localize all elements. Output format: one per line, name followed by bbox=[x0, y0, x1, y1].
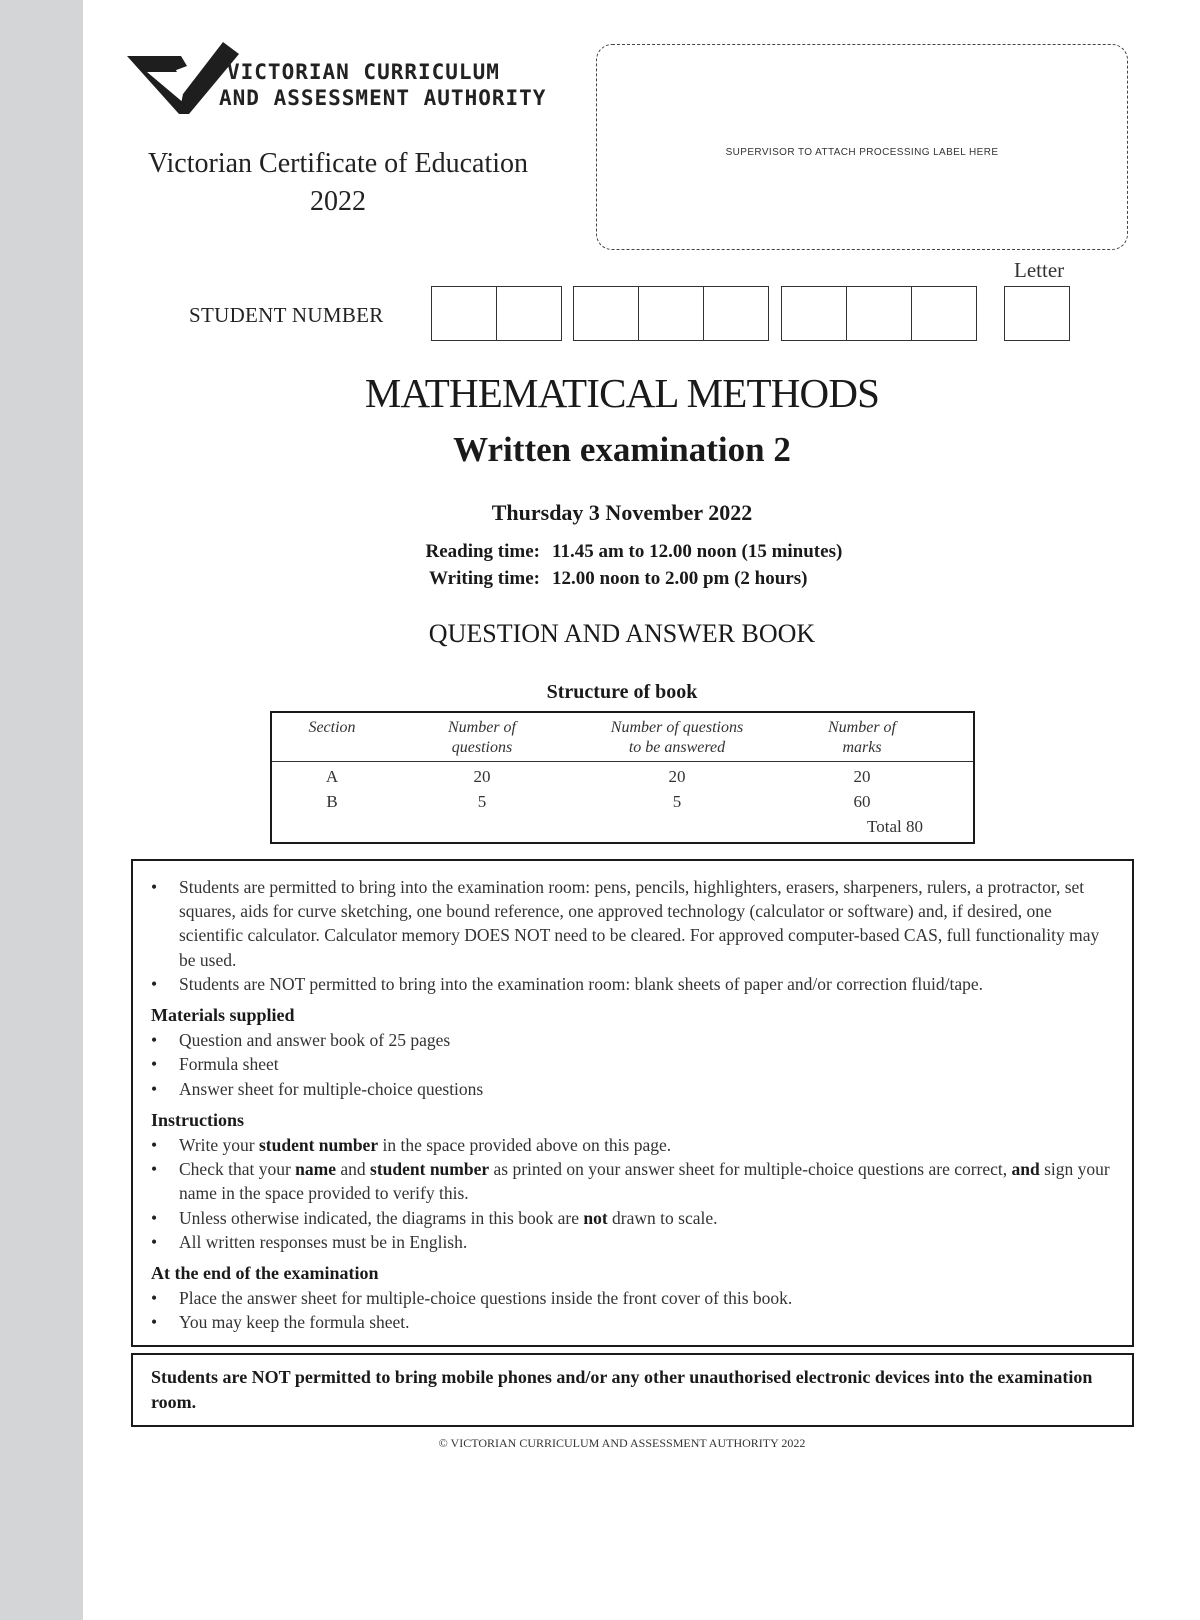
text-run: Write your bbox=[179, 1135, 259, 1156]
instructions-heading: Instructions bbox=[151, 1109, 245, 1130]
table-total: Total 80 bbox=[867, 817, 923, 836]
vcaa-logo-text bbox=[219, 59, 546, 111]
table-header-text: Number of bbox=[448, 719, 516, 736]
table-header-text: to be answered bbox=[628, 739, 726, 756]
copyright-notice: © VICTORIAN CURRICULUM AND ASSESSMENT AUTHORITY 2022 bbox=[438, 1436, 806, 1450]
certificate-name: Victorian Certificate of Education bbox=[147, 148, 529, 179]
text-run: sign your name in the space provided to verify this. bbox=[179, 1159, 1110, 1204]
text-run: drawn to scale. bbox=[607, 1207, 718, 1228]
certificate-year: 2022 bbox=[310, 186, 366, 217]
permitted-list bbox=[151, 875, 1114, 996]
materials-heading: Materials supplied bbox=[151, 1005, 295, 1026]
table-cell: 5 bbox=[477, 792, 487, 811]
reading-time-value: 11.45 am to 12.00 noon (15 minutes) bbox=[552, 541, 843, 562]
table-header-text: marks bbox=[842, 739, 882, 756]
table-cell: 60 bbox=[853, 792, 871, 811]
text-run: in the space provided above on this page. bbox=[378, 1135, 672, 1156]
list-item: • All written responses must be in English. bbox=[151, 1230, 1114, 1254]
student-number-digit-box[interactable] bbox=[703, 286, 769, 341]
reading-time-label: Reading time: bbox=[425, 541, 540, 562]
devices-warning: Students are NOT permitted to bring mobile phones and/or any other unauthorised electronic devices into the examination room. bbox=[131, 1353, 1134, 1427]
student-number-digit-box[interactable] bbox=[781, 286, 847, 341]
table-header-text: Section bbox=[308, 719, 356, 736]
student-number-digit-box[interactable] bbox=[911, 286, 977, 341]
writing-time-value: 12.00 noon to 2.00 pm (2 hours) bbox=[552, 568, 808, 589]
text-run-bold: student number bbox=[258, 1135, 379, 1156]
list-item bbox=[151, 1206, 1114, 1230]
student-number-digit-box[interactable] bbox=[846, 286, 912, 341]
logo-line-1: VICTORIAN CURRICULUM bbox=[227, 60, 500, 84]
student-number-letter-box[interactable] bbox=[1004, 286, 1070, 341]
exam-subtitle: Written examination 2 bbox=[453, 430, 791, 469]
table-cell: B bbox=[326, 792, 338, 811]
text-run: as printed on your answer sheet for multiple-choice questions are correct, bbox=[489, 1159, 1012, 1180]
list-item: • Students are NOT permitted to bring into the examination room: blank sheets of paper and/or correction fluid/tape. bbox=[151, 972, 1114, 996]
table-cell: A bbox=[325, 767, 339, 786]
table-header-divider bbox=[272, 761, 973, 762]
reading-time-row bbox=[380, 538, 842, 565]
table-header-text: questions bbox=[451, 739, 513, 756]
processing-label-text: SUPERVISOR TO ATTACH PROCESSING LABEL HERE bbox=[725, 147, 999, 158]
text-run: Unless otherwise indicated, the diagrams in this book are bbox=[179, 1207, 584, 1228]
instructions-list bbox=[151, 1133, 1114, 1254]
table-header bbox=[412, 718, 552, 758]
instructions-box bbox=[131, 859, 1134, 1347]
list-item: • Formula sheet bbox=[151, 1052, 1114, 1076]
writing-time-label: Writing time: bbox=[429, 568, 540, 589]
structure-title: Structure of book bbox=[546, 681, 698, 703]
list-item bbox=[151, 1133, 1114, 1157]
table-cell: 20 bbox=[668, 767, 686, 786]
logo-line-2: AND ASSESSMENT AUTHORITY bbox=[219, 86, 547, 110]
book-type: QUESTION AND ANSWER BOOK bbox=[428, 619, 816, 648]
vcaa-logo bbox=[127, 42, 547, 117]
table-header bbox=[292, 718, 372, 738]
table-cell: 20 bbox=[853, 767, 871, 786]
student-number-digit-box[interactable] bbox=[496, 286, 562, 341]
exam-title: MATHEMATICAL METHODS bbox=[364, 370, 880, 416]
exam-date: Thursday 3 November 2022 bbox=[491, 500, 753, 525]
table-cell: 5 bbox=[672, 792, 682, 811]
text-run-bold: and bbox=[1011, 1159, 1040, 1180]
table-header bbox=[597, 718, 757, 758]
certificate-heading bbox=[115, 145, 561, 221]
processing-label-area bbox=[596, 44, 1128, 250]
text-run-bold: not bbox=[583, 1207, 608, 1228]
text-run: Check that your bbox=[179, 1159, 296, 1180]
student-number-label: STUDENT NUMBER bbox=[189, 303, 384, 327]
text-run-bold: student number bbox=[370, 1159, 490, 1180]
table-header bbox=[807, 718, 917, 758]
page-side-strip bbox=[0, 0, 83, 1620]
list-item bbox=[151, 1157, 1114, 1205]
materials-list bbox=[151, 1028, 1114, 1101]
exam-times bbox=[380, 538, 842, 592]
end-of-exam-heading: At the end of the examination bbox=[151, 1263, 379, 1284]
list-item: • Answer sheet for multiple-choice questions bbox=[151, 1077, 1114, 1101]
student-number-digit-box[interactable] bbox=[638, 286, 704, 341]
table-header-text: Number of questions bbox=[610, 719, 744, 736]
table-cell: 20 bbox=[473, 767, 491, 786]
list-item: • Question and answer book of 25 pages bbox=[151, 1028, 1114, 1052]
table-header-text: Number of bbox=[828, 719, 896, 736]
end-of-exam-list bbox=[151, 1286, 1114, 1334]
text-run-bold: name bbox=[295, 1159, 336, 1180]
letter-label: Letter bbox=[1014, 258, 1065, 282]
list-item: • You may keep the formula sheet. bbox=[151, 1310, 1114, 1334]
structure-table bbox=[270, 711, 975, 844]
list-item: • Place the answer sheet for multiple-choice questions inside the front cover of this book. bbox=[151, 1286, 1114, 1310]
text-run: and bbox=[335, 1159, 371, 1180]
student-number-digit-box[interactable] bbox=[573, 286, 639, 341]
list-item: • Students are permitted to bring into the examination room: pens, pencils, highlighters, erasers, sharpeners, rulers, a protractor, set squares, aids for curve sketching, one bound reference, one approved technology (calculator or software) and, if desired, one scientific calculator. Calculator memory DOES NOT need to be cleared. For approved computer-based CAS, full functionality may be used. bbox=[151, 875, 1114, 972]
writing-time-row bbox=[380, 565, 842, 592]
student-number-digit-box[interactable] bbox=[431, 286, 497, 341]
